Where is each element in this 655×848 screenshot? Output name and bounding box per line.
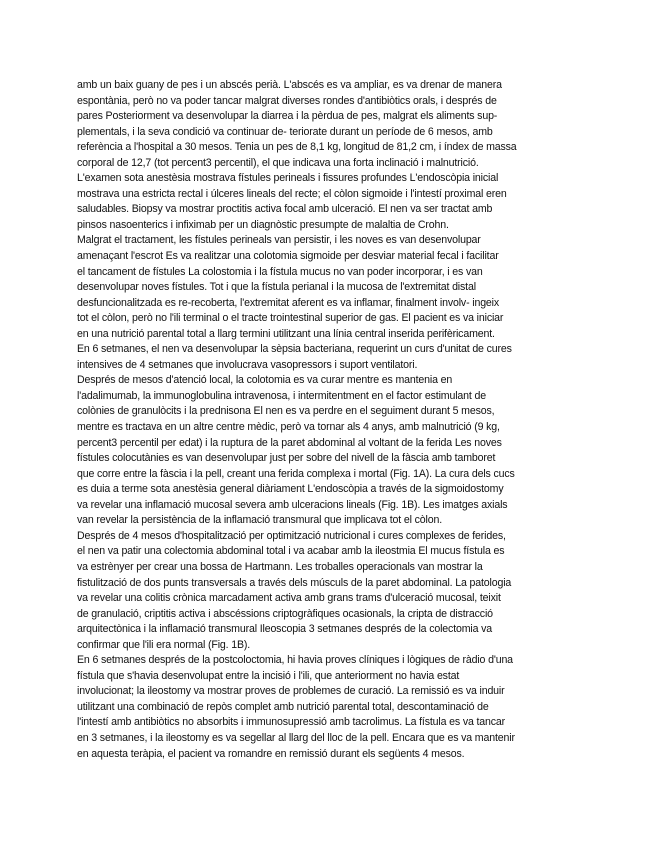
text-line: plementals, i la seva condició va continuar de- teriorate durant un període de 6 mesos, amb <box>77 125 493 138</box>
text-line: Després de 4 mesos d'hospitalització per optimització nutricional i cures complexes de ferides, <box>77 529 506 542</box>
text-line: fístula que s'havia desenvolupat entre la incisió i l'ili, que anteriorment no havia estat <box>77 669 460 682</box>
text-line: confirmar que l'ili era normal (Fig. 1B). <box>77 638 251 651</box>
text-line: el nen va patir una colectomia abdominal total i va acabar amb la ileostmia El mucus fístula es <box>77 545 505 558</box>
text-line: de granulació, criptitis activa i abscéssions criptogràfiques ocasionals, la cripta de distracció <box>77 607 493 620</box>
text-line: va revelar una colitis crònica marcadament activa amb grans trams d'ulceració mucosal, teixit <box>77 592 501 605</box>
text-line: tot el còlon, però no l'ili terminal o el tracte trointestinal superior de gas. El pacient es va iniciar <box>77 312 504 325</box>
text-line: referència a l'hospital a 30 mesos. Tenia un pes de 8,1 kg, longitud de 81,2 cm, i índex de massa <box>77 141 517 154</box>
text-line: que corre entre la fàscia i la pell, creant una ferida complexa i mortal (Fig. 1A). La cura dels cucs <box>77 467 515 480</box>
text-line: saludables. Biopsy va mostrar proctitis activa focal amb ulceració. El nen va ser tractat amb <box>77 203 493 216</box>
text-line: desfuncionalitzada es re-recoberta, l'extremitat aferent es va inflamar, finalment involv- ingeix <box>77 296 500 309</box>
text-line: amenaçant l'escrot Es va realitzar una colotomia sigmoide per desviar material fecal i facilitar <box>77 250 499 263</box>
text-line: pares Posteriorment va desenvolupar la diarrea i la pèrdua de pes, malgrat els aliments sup- <box>77 110 498 123</box>
text-line: intensives de 4 setmanes que involucrava vasopressors i suport ventilatori. <box>77 358 418 371</box>
text-line: l'intestí amb antibiòtics no absorbits i immunosupressió amb tacrolimus. La fístula es va tancar <box>77 716 506 729</box>
text-line: va estrènyer per crear una bossa de Hartmann. Les troballes operacionals van mostrar la <box>77 560 483 573</box>
text-line: va revelar una inflamació mucosal severa amb ulceracions lineals (Fig. 1B). Les imatges axials <box>77 498 508 511</box>
text-line: En 6 setmanes després de la postcoloctomia, hi havia proves clíniques i lògiques de ràdio d'una <box>77 654 513 667</box>
text-line: van revelar la persistència de la inflamació transmural que implicava tot el còlon. <box>77 514 442 527</box>
text-line: l'adalimumab, la immunoglobulina intravenosa, i intermitentment en el factor estimulant de <box>77 389 486 402</box>
text-line: el tancament de fístules La colostomia i la fístula mucus no van poder incorporar, i es van <box>77 265 483 278</box>
text-line: en una nutrició parental total a llarg termini utilitzant una línia central inserida perifèricament. <box>77 327 495 340</box>
text-line: en aquesta teràpia, el pacient va romandre en remissió durant els següents 4 mesos. <box>77 747 465 760</box>
text-line: amb un baix guany de pes i un abscés perià. L'abscés es va ampliar, es va drenar de manera <box>77 79 502 91</box>
text-line: corporal de 12,7 (tot percent3 percentil), el que indicava una forta inclinació i malnutrició. <box>77 156 479 169</box>
text-line: mostrava una estricta rectal i úlceres lineals del recte; el còlon sigmoide i l'intestí proximal eren <box>77 187 507 200</box>
text-line: mentre es tractava en un altre centre mèdic, però va tornar als 4 anys, amb malnutrició (9 kg, <box>77 421 500 434</box>
text-line: arquitectònica i la inflamació transmural Ileoscopia 3 setmanes després de la colectomia va <box>77 623 493 636</box>
text-line: Després de mesos d'atenció local, la colotomia es va curar mentre es mantenia en <box>77 374 453 387</box>
text-line: colònies de granulòcits i la prednisona El nen es va perdre en el seguiment durant 5 mesos, <box>77 405 495 418</box>
text-line: utilitzant una combinació de repòs complet amb nutrició parental total, descontaminació de <box>77 700 489 713</box>
text-line: En 6 setmanes, el nen va desenvolupar la sèpsia bacteriana, requerint un curs d'unitat de cures <box>77 343 512 356</box>
text-line: involucionat; la ileostomy va mostrar proves de problemes de curació. La remissió es va induir <box>77 685 505 698</box>
text-line: percent3 percentil per edat) i la ruptura de la paret abdominal al voltant de la ferida Les noves <box>77 436 502 449</box>
body-text <box>77 78 582 762</box>
text-line: L'examen sota anestèsia mostrava fístules perineals i fissures profundes L'endoscòpia inicial <box>77 172 499 185</box>
text-line: fistulització de dos punts transversals a través dels músculs de la paret abdominal. La patologia <box>77 576 512 589</box>
text-line: pinsos nasoenterics i infiximab per un diagnòstic presumpte de malaltia de Crohn. <box>77 218 449 231</box>
text-line: espontània, però no va poder tancar malgrat diverses rondes d'antibiòtics orals, i després de <box>77 94 497 107</box>
text-line: fístules colocutànies es van desenvolupar just per sobre del nivell de la fàscia amb tamboret <box>77 452 496 465</box>
text-line: en 3 setmanes, i la ileostomy es va segellar al llarg del lloc de la pell. Encara que es va mantenir <box>77 731 515 744</box>
text-line: Malgrat el tractament, les fístules perineals van persistir, i les noves es van desenvolupar <box>77 234 481 247</box>
text-line: desenvolupar noves fístules. Tot i que la fístula perianal i la mucosa de l'extremitat distal <box>77 281 476 294</box>
text-line: es duia a terme sota anestèsia general diàriament L'endoscòpia a través de la sigmoidostomy <box>77 483 504 496</box>
